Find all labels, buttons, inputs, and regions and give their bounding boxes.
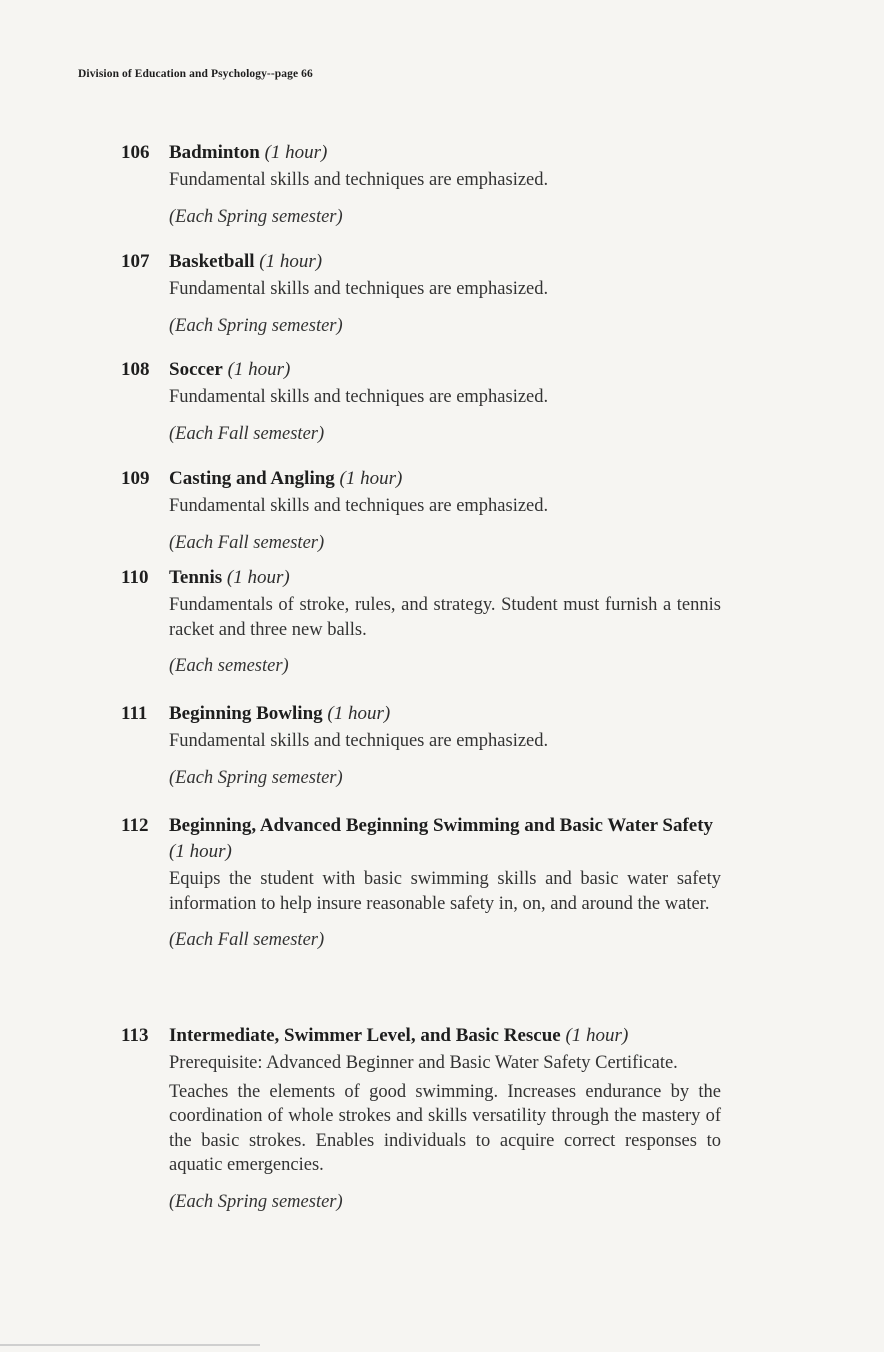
course-term: (Each Fall semester) [169,532,325,553]
course-title: Intermediate, Swimmer Level, and Basic Rescue [169,1025,561,1046]
course-heading [121,1023,721,1049]
course-entry-113 [121,1023,721,1214]
page-header: Division of Education and Psychology--page 66 [78,68,313,80]
course-term: (Each Spring semester) [169,767,343,788]
course-hours: (1 hour) [327,703,391,724]
course-number: 109 [121,468,150,489]
course-title: Soccer [169,359,223,380]
course-heading [121,249,721,275]
course-description: Teaches the elements of good swimming. Increases endurance by the coordination of whole strokes and skills versatility through the mastery of the basic strokes. Enables individuals to acquire correct responses to aquatic emergencies. [169,1081,721,1175]
course-hours: (1 hour) [226,567,290,588]
course-heading [121,140,721,166]
course-heading [121,565,721,591]
course-description: Fundamental skills and techniques are emphasized. [169,731,549,751]
bottom-scan-edge [0,1344,260,1346]
course-number: 112 [121,815,149,836]
course-hours: (1 hour) [565,1025,629,1046]
course-description: Fundamental skills and techniques are emphasized. [169,279,549,299]
course-entry-109 [121,466,721,555]
course-entry-112 [121,813,721,953]
course-hours: (1 hour) [264,142,328,163]
course-number: 110 [121,567,149,588]
course-description: Fundamental skills and techniques are emphasized. [169,170,549,190]
course-entry-110 [121,565,721,679]
course-title: Badminton [169,142,260,163]
course-description: Fundamentals of stroke, rules, and strategy. Student must furnish a tennis racket and three new balls. [169,595,721,640]
course-hours: (1 hour) [339,468,403,489]
course-entry-106 [121,140,721,229]
course-description: Equips the student with basic swimming skills and basic water safety information to help insure reasonable safety in, on, and around the water. [169,869,721,914]
course-entry-108 [121,357,721,446]
course-term: (Each Spring semester) [169,206,343,227]
course-number: 113 [121,1025,149,1046]
course-term: (Each Spring semester) [169,1191,343,1212]
course-number: 111 [121,703,148,724]
course-heading [121,701,721,727]
course-term: (Each Spring semester) [169,315,343,336]
course-prerequisite: Prerequisite: Advanced Beginner and Basic Water Safety Certificate. [169,1053,678,1073]
course-number: 107 [121,251,150,272]
course-description: Fundamental skills and techniques are emphasized. [169,496,549,516]
course-title: Beginning, Advanced Beginning Swimming and Basic Water Safety [169,815,714,836]
course-description: Fundamental skills and techniques are emphasized. [169,387,549,407]
course-title: Basketball [169,251,255,272]
course-title: Tennis [169,567,223,588]
course-entry-107 [121,249,721,338]
course-title: Beginning Bowling [169,703,323,724]
course-heading [121,466,721,492]
course-heading [121,357,721,383]
course-term: (Each semester) [169,656,289,676]
course-entry-111 [121,701,721,790]
course-hours: (1 hour) [259,251,323,272]
course-hours: (1 hour) [227,359,291,380]
course-term: (Each Fall semester) [169,423,325,444]
course-number: 106 [121,142,150,163]
course-hours: (1 hour) [169,841,232,862]
course-heading [121,813,721,865]
course-number: 108 [121,359,150,380]
course-term: (Each Fall semester) [169,930,325,950]
course-title: Casting and Angling [169,468,335,489]
